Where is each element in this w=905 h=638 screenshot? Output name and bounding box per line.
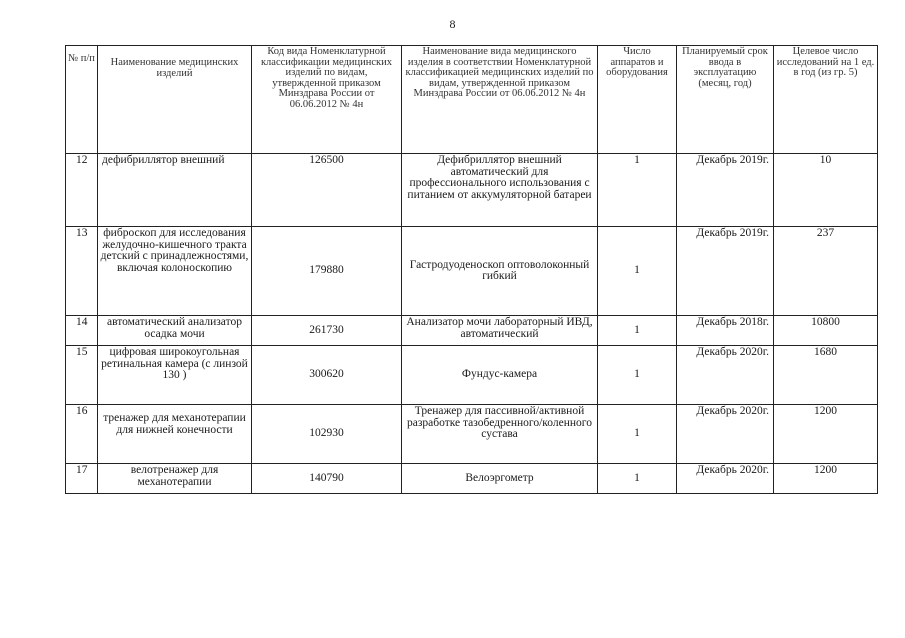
- cell-name: цифровая широкоугольная ретинальная камера (с линзой 130 ): [98, 346, 252, 405]
- cell-date: Декабрь 2018г.: [677, 316, 774, 346]
- cell-rate: 237: [774, 227, 878, 316]
- table-row: [66, 316, 878, 346]
- cell-code: 261730: [252, 316, 402, 346]
- cell-date: Декабрь 2020г.: [677, 405, 774, 464]
- cell-num: 15: [66, 346, 98, 405]
- cell-num: 17: [66, 464, 98, 494]
- cell-count: 1: [598, 346, 677, 405]
- cell-rate: 1200: [774, 405, 878, 464]
- table-row: [66, 346, 878, 405]
- cell-name: фиброскоп для исследования желудочно-кишечного тракта детский с принадлежностями, включая колоноскопию: [98, 227, 252, 316]
- cell-count: 1: [598, 464, 677, 494]
- cell-name: автоматический анализатор осадка мочи: [98, 316, 252, 346]
- cell-date: Декабрь 2019г.: [677, 154, 774, 227]
- table-row: [66, 154, 878, 227]
- cell-date: Декабрь 2020г.: [677, 346, 774, 405]
- header-code: Код вида Номенклатурной классификации медицинских изделий по видам, утвержденной приказом Минздрава России от 06.06.2012 № 4н: [252, 46, 402, 154]
- cell-rate: 1200: [774, 464, 878, 494]
- cell-code: 102930: [252, 405, 402, 464]
- header-date: Планируемый срок ввода в эксплуатацию (месяц, год): [677, 46, 774, 154]
- cell-num: 13: [66, 227, 98, 316]
- cell-type: Велоэргометр: [402, 464, 598, 494]
- cell-type: Фундус-камера: [402, 346, 598, 405]
- cell-count: 1: [598, 227, 677, 316]
- cell-date: Декабрь 2019г.: [677, 227, 774, 316]
- header-name: Наименование медицинских изделий: [98, 46, 252, 154]
- cell-type: Анализатор мочи лабораторный ИВД, автоматический: [402, 316, 598, 346]
- cell-num: 14: [66, 316, 98, 346]
- cell-code: 179880: [252, 227, 402, 316]
- cell-type: Дефибриллятор внешний автоматический для профессионального использования с питанием от аккумуляторной батареи: [402, 154, 598, 227]
- header-type: Наименование вида медицинского изделия в соответствии Номенклатурной классификацией медицинских изделий по видам, утвержденной приказом Минздрава России от 06.06.2012 № 4н: [402, 46, 598, 154]
- cell-rate: 10800: [774, 316, 878, 346]
- cell-date: Декабрь 2020г.: [677, 464, 774, 494]
- cell-name: велотренажер для механотерапии: [98, 464, 252, 494]
- cell-count: 1: [598, 316, 677, 346]
- table-row: [66, 464, 878, 494]
- cell-count: 1: [598, 405, 677, 464]
- cell-code: 140790: [252, 464, 402, 494]
- cell-count: 1: [598, 154, 677, 227]
- cell-rate: 10: [774, 154, 878, 227]
- cell-name: тренажер для механотерапии для нижней конечности: [98, 405, 252, 464]
- cell-name: дефибриллятор внешний: [98, 154, 252, 227]
- table-row: [66, 227, 878, 316]
- page-number: 8: [449, 17, 456, 31]
- cell-type: Тренажер для пассивной/активной разработке тазобедренного/коленного сустава: [402, 405, 598, 464]
- header-rate: Целевое число исследований на 1 ед. в год (из гр. 5): [774, 46, 878, 154]
- equipment-table: [65, 45, 878, 494]
- cell-rate: 1680: [774, 346, 878, 405]
- cell-num: 12: [66, 154, 98, 227]
- cell-code: 126500: [252, 154, 402, 227]
- header-count: Число аппаратов и оборудования: [598, 46, 677, 154]
- cell-num: 16: [66, 405, 98, 464]
- cell-type: Гастродуоденоскоп оптоволоконный гибкий: [402, 227, 598, 316]
- header-num: № п/п: [66, 46, 98, 154]
- table-header-row: [66, 46, 878, 154]
- cell-code: 300620: [252, 346, 402, 405]
- table-row: [66, 405, 878, 464]
